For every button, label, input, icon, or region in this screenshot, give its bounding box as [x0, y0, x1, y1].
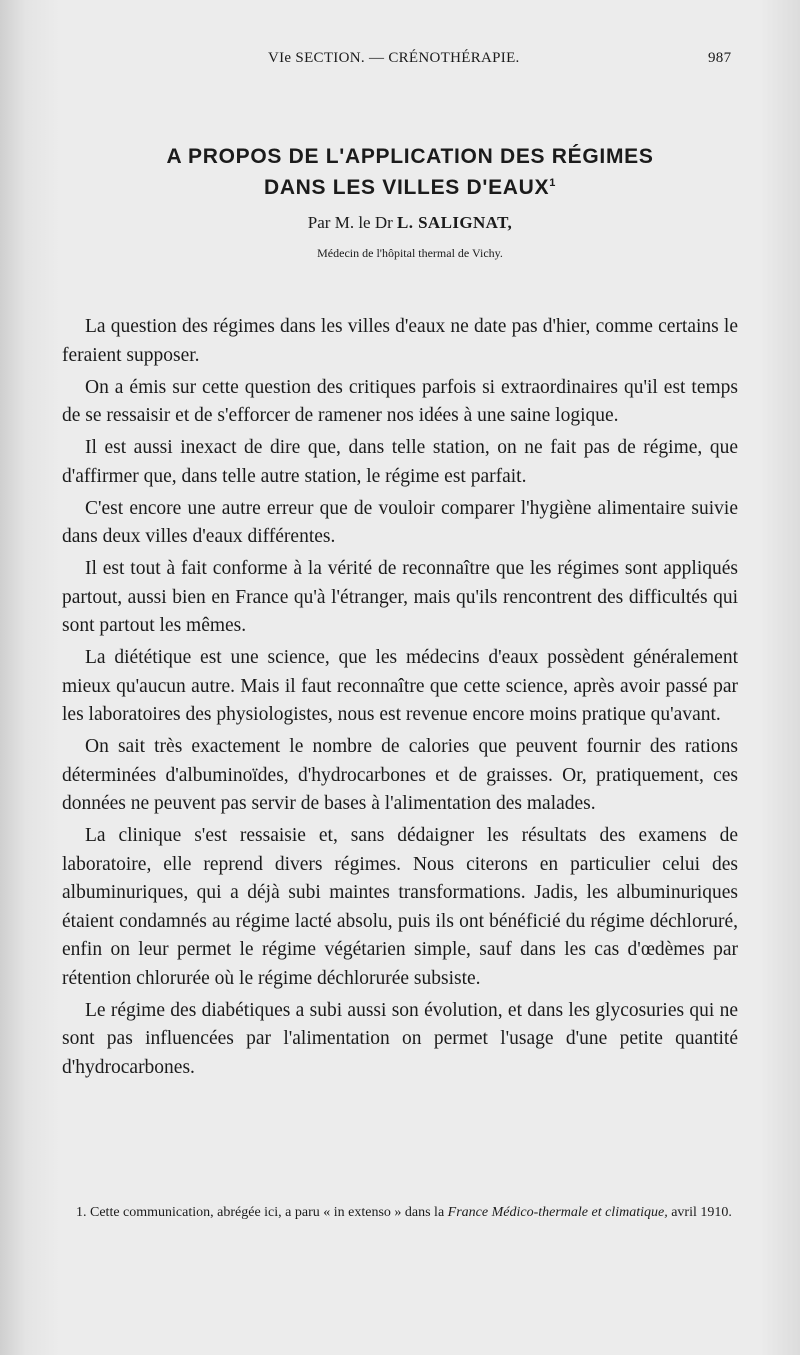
article-title-line-2: [60, 170, 760, 201]
page-number: 987: [708, 50, 732, 66]
author-affiliation: Médecin de l'hôpital thermal de Vichy.: [317, 246, 503, 260]
footnote-date: avril 1910.: [671, 1205, 732, 1220]
section-header-title: VIe SECTION. — CRÉNOTHÉRAPIE.: [268, 50, 520, 66]
paragraph: La clinique s'est ressaisie et, sans dédaigner les résultats des examens de laboratoire, elle reprend divers régimes. Nous citerons en particulier celui des albuminuriques, qui a déjà subi maintes transformations. Jadis, les albuminuriques étaient condamnés au régime lacté absolu, puis ils ont bénéficié du régime déchloruré, enfin on leur permet le régime végétarien simple, sauf dans les cas d'œdèmes par rétention chlorurée où le régime déchlorurée subsiste.: [62, 825, 738, 989]
paragraph: La diététique est une science, que les médecins d'eaux possèdent généralement mieux qu'aucun autre. Mais il faut reconnaître que cette science, après avoir passé par les laboratoires des physiologistes, nous est revenue encore moins pratique qu'avant.: [62, 647, 738, 725]
footnote-marker: 1: [549, 177, 557, 189]
article-body: [62, 313, 738, 1086]
footnote: [62, 1203, 738, 1222]
footnote-text: 1. Cette communication, abrégée ici, a paru « in extenso » dans la: [76, 1205, 445, 1220]
paragraph: Il est aussi inexact de dire que, dans telle station, on ne fait pas de régime, que d'affirmer que, dans telle autre station, le régime est parfait.: [62, 437, 738, 487]
paragraph: La question des régimes dans les villes d'eaux ne date pas d'hier, comme certains le feraient supposer.: [62, 316, 738, 366]
paragraph: C'est encore une autre erreur que de vouloir comparer l'hygiène alimentaire suivie dans deux villes d'eaux différentes.: [62, 497, 738, 547]
article-title: [60, 143, 760, 201]
author-name: L. SALIGNAT,: [397, 213, 513, 232]
article-title-line-2-text: DANS LES VILLES D'EAUX: [263, 176, 550, 199]
paragraph: Il est tout à fait conforme à la vérité de reconnaître que les régimes sont appliqués partout, aussi bien en France qu'à l'étranger, mais qu'ils rencontrent des difficultés qui sont partout les mêmes.: [62, 558, 738, 636]
paragraph: On a émis sur cette question des critiques parfois si extraordinaires qu'il est temps de se ressaisir et de s'efforcer de ramener nos idées à une saine logique.: [62, 376, 738, 426]
byline-prefix: Par M. le Dr: [307, 213, 393, 232]
article-title-line-1: A PROPOS DE L'APPLICATION DES RÉGIMES: [166, 145, 654, 168]
paragraph: Le régime des diabétiques a subi aussi son évolution, et dans les glycosuries qui ne sont pas influencées par l'alimentation on permet l'usage d'une petite quantité d'hydrocarbones.: [62, 999, 738, 1078]
byline: [60, 212, 760, 234]
paragraph: On sait très exactement le nombre de calories que peuvent fournir des rations déterminées d'albuminoïdes, d'hydrocarbones et de graisses. Or, pratiquement, ces données ne peuvent pas servir de bases à l'alimentation des malades.: [62, 736, 738, 814]
running-header: [0, 50, 800, 74]
footnote-journal-title: France Médico-thermale et climatique,: [447, 1205, 668, 1220]
